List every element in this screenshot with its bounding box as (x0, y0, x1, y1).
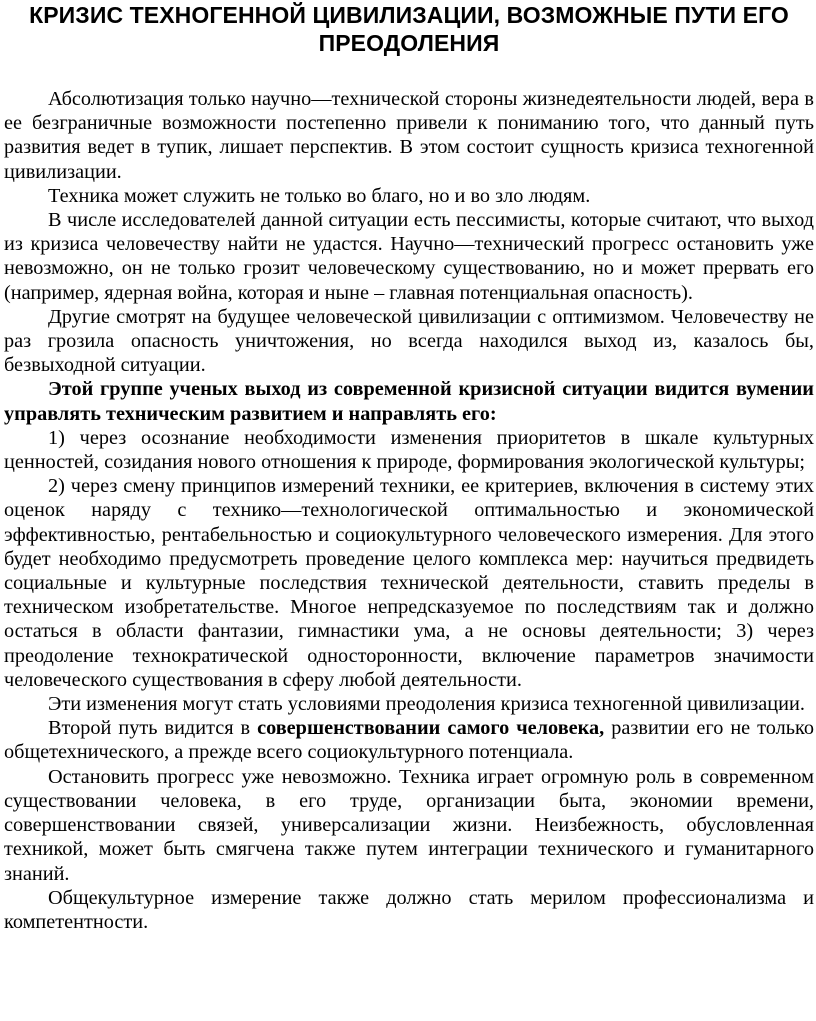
paragraph-second-way (4, 716, 814, 764)
second-way-bold-phrase: совершенствовании самого человека, (257, 717, 605, 740)
paragraph-point-2: 2) через смену принципов измерений техники, ее критериев, включения в систему этих оценок наряду с технико—технологической оптимальностью и экономической эффективностью, рентабельностью и социокультурного человеческого измерения. Для этого будет необходимо предусмотреть проведение целого комплекса мер: научиться предвидеть социальные и культурные последствия технической деятельности, ставить пределы в техническом изобретательстве. Многое непредсказуемое по последствиям так и должно остаться в области фантазии, гимнастики ума, а не основы деятельности; 3) через преодоление технократической односторонности, включение параметров значимости человеческого существования в сферу любой деятельности. (4, 475, 814, 691)
paragraph-point-1: 1) через осознание необходимости изменения приоритетов в шкале культурных ценностей, созидания нового отношения к природе, формирования экологической культуры; (4, 426, 814, 474)
document-body (4, 87, 814, 934)
paragraph-bold-thesis (4, 377, 814, 425)
document-title: КРИЗИС ТЕХНОГЕННОЙ ЦИВИЛИЗАЦИИ, ВОЗМОЖНЫЕ ПУТИ ЕГО ПРЕОДОЛЕНИЯ (29, 2, 789, 56)
paragraph-optimists: Другие смотрят на будущее человеческой цивилизации с оптимизмом. Человечеству не раз грозила опасность уничтожения, но всегда находился выход из, казалось бы, безвыходной ситуации. (4, 305, 814, 377)
bold-thesis-text: Этой группе ученых выход из современной кризисной ситуации видится вумении управлять техническим развитием и направлять его: (4, 378, 814, 425)
paragraph-progress: Остановить прогресс уже невозможно. Техника играет огромную роль в современном существовании человека, в его труде, организации быта, экономии времени, совершенствовании связей, универсализации жизни. Неизбежность, обусловленная техникой, может быть смягчена также путем интеграции технического и гуманитарного знаний. (4, 765, 814, 885)
second-way-text-after: развитии его не только общетехнического, а прежде всего социокультурного потенциала. (4, 717, 814, 764)
paragraph-cultural-measure: Общекультурное измерение также должно стать мерилом профессионализма и компетентности. (4, 886, 814, 933)
paragraph-pessimists: В числе исследователей данной ситуации есть пессимисты, которые считают, что выход из кризиса человечеству найти не удастся. Научно—технический прогресс остановить уже невозможно, он не только грозит человеческому существованию, но и может прервать его (например, ядерная война, которая и ныне – главная потенциальная опасность). (4, 209, 814, 304)
paragraph-conditions: Эти изменения могут стать условиями преодоления кризиса техногенной цивилизации. (48, 693, 805, 716)
paragraph-absolutization: Абсолютизация только научно—технической стороны жизнедеятельности людей, вера в ее безграничные возможности постепенно привели к пониманию того, что данный путь развития ведет в тупик, лишает перспектив. В этом состоит сущность кризиса техногенной цивилизации. (4, 88, 814, 183)
second-way-text-before: Второй путь видится в (48, 717, 258, 740)
paragraph-technology-good-evil: Техника может служить не только во благо, но и во зло людям. (48, 184, 591, 207)
